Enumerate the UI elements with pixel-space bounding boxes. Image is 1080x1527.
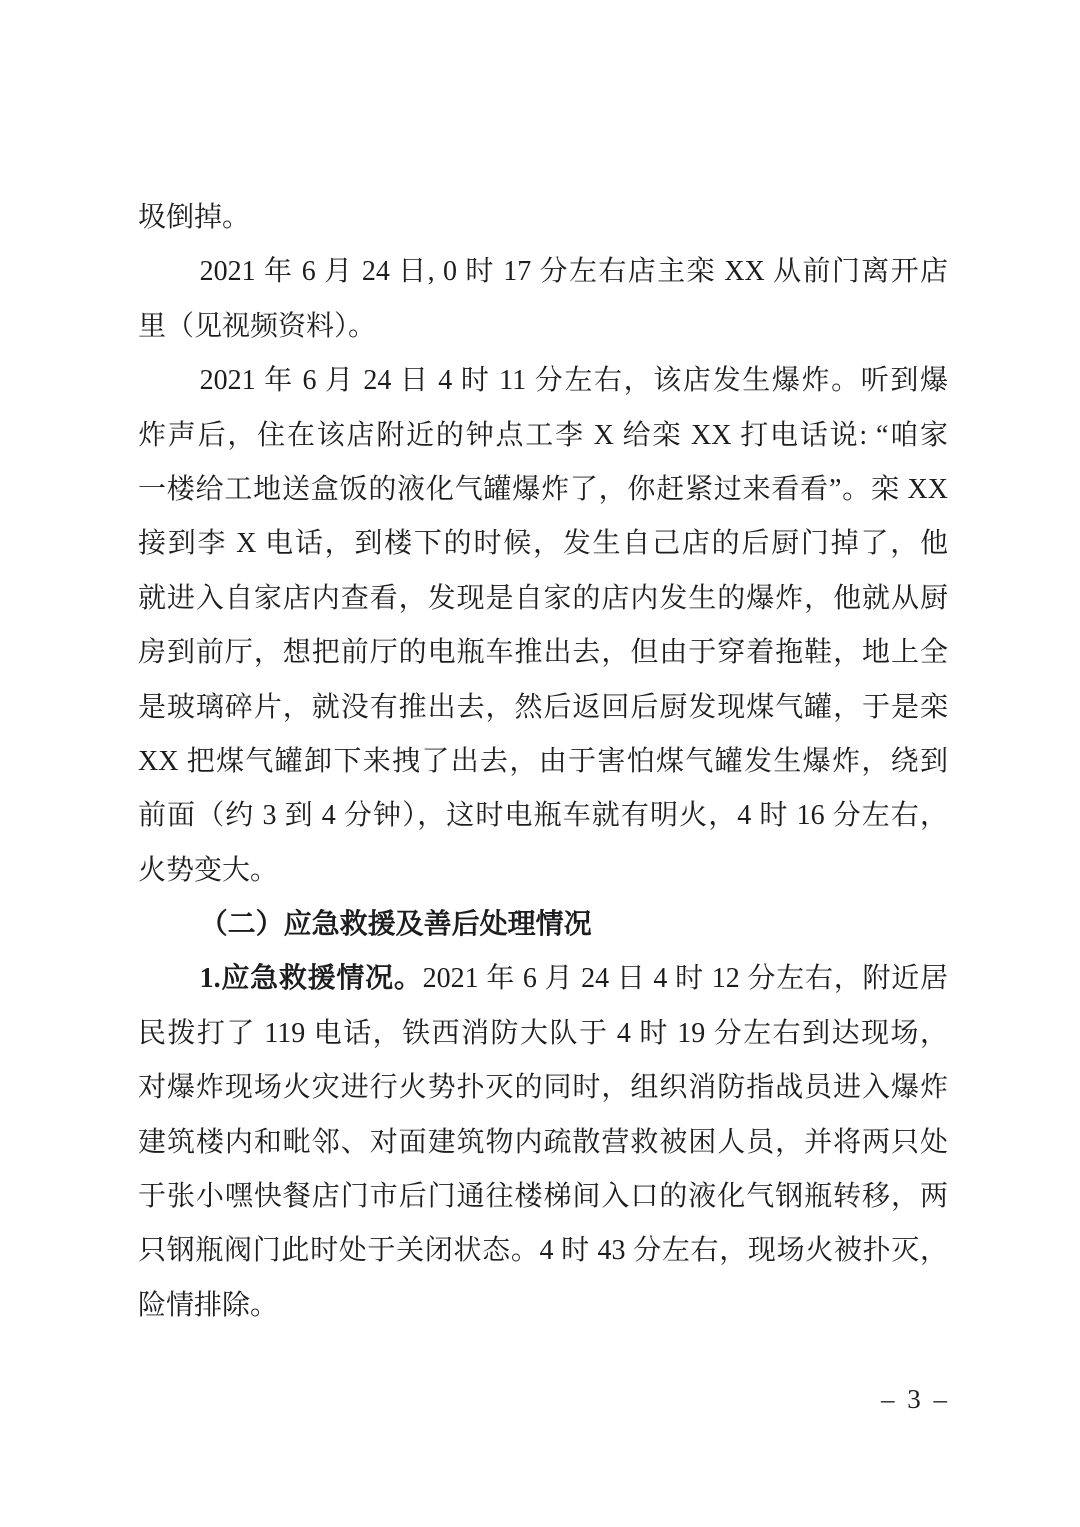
section-heading-emergency-response (138, 898, 948, 952)
text-line (138, 898, 948, 952)
text-line (138, 1224, 948, 1278)
text-segment: 里（见视频资料）。 (138, 310, 377, 342)
page-number: – 3 – (881, 1384, 950, 1414)
text-segment: 2021 年 6 月 24 日 4 时 11 分左右，该店发生爆炸。听到爆 (199, 365, 948, 397)
text-line (138, 681, 948, 735)
text-segment: 炸声后，住在该店附近的钟点工李 X 给栾 XX 打电话说: “咱家 (138, 419, 948, 451)
text-line (138, 517, 948, 571)
text-line (138, 1061, 948, 1115)
text-segment: 2021 年 6 月 24 日 4 时 12 分左右，附近居 (422, 963, 948, 995)
text-line (138, 300, 948, 354)
text-line (138, 1007, 948, 1061)
text-line (138, 245, 948, 299)
text-segment: 一楼给工地送盒饭的液化气罐爆炸了，你赶紧过来看看”。栾 XX (138, 473, 948, 505)
text-line (138, 789, 948, 843)
text-segment: 2021 年 6 月 24 日, 0 时 17 分左右店主栾 XX 从前门离开店 (199, 256, 948, 288)
text-segment: 于张小嘿快餐店门市后门通往楼梯间入口的液化气钢瓶转移，两 (138, 1181, 948, 1213)
text-line (138, 572, 948, 626)
text-segment: 接到李 X 电话，到楼下的时候，发生自己店的后厨门掉了，他 (138, 528, 948, 560)
text-segment: 前面（约 3 到 4 分钟），这时电瓶车就有明火，4 时 16 分左右， (138, 800, 948, 832)
text-segment: XX 把煤气罐卸下来拽了出去，由于害怕煤气罐发生爆炸，绕到 (138, 745, 948, 777)
text-line (138, 844, 948, 898)
paragraph-continuation (138, 191, 948, 245)
text-segment: 房到前厅，想把前厅的电瓶车推出去，但由于穿着拖鞋，地上全 (138, 637, 948, 669)
text-line (138, 1116, 948, 1170)
text-line (138, 409, 948, 463)
text-segment: 险情排除。 (138, 1289, 279, 1321)
text-segment: 只钢瓶阀门此时处于关闭状态。4 时 43 分左右，现场火被扑灭， (138, 1235, 948, 1267)
paragraph-owner-leaves-store (138, 245, 948, 354)
text-segment: 建筑楼内和毗邻、对面建筑物内疏散营救被困人员，并将两只处 (138, 1126, 948, 1158)
text-segment: 对爆炸现场火灾进行火势扑灭的同时，组织消防指战员进入爆炸 (138, 1072, 948, 1104)
text-line (138, 191, 948, 245)
text-segment: 是玻璃碎片，就没有推出去，然后返回后厨发现煤气罐，于是栾 (138, 691, 948, 723)
paragraph-emergency-rescue (138, 952, 948, 1333)
text-line (138, 354, 948, 408)
document-body (138, 191, 948, 1333)
text-line (138, 1279, 948, 1333)
text-segment: 民拨打了 119 电话，铁西消防大队于 4 时 19 分左右到达现场， (138, 1017, 948, 1049)
text-line (138, 952, 948, 1006)
bold-text-segment: 1.应急救援情况。 (199, 963, 423, 995)
text-segment: 就进入自家店内查看，发现是自家的店内发生的爆炸，他就从厨 (138, 582, 948, 614)
text-segment: 火势变大。 (138, 854, 279, 886)
text-line (138, 1170, 948, 1224)
text-line (138, 626, 948, 680)
bold-text-segment: （二）应急救援及善后处理情况 (199, 909, 592, 941)
text-segment: 圾倒掉。 (138, 202, 251, 233)
text-line (138, 735, 948, 789)
paragraph-explosion-account (138, 354, 948, 898)
text-line (138, 463, 948, 517)
